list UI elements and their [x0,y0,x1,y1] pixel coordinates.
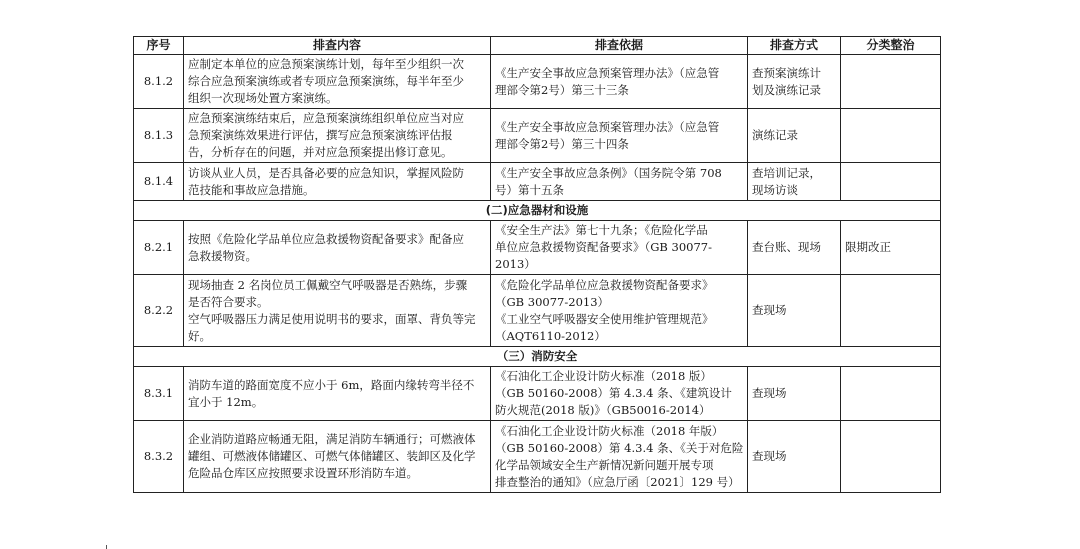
page-margin-mark [106,545,107,549]
row-basis: 《石油化工企业设计防火标准（2018 年版） （GB 50160-2008）第 4.3.4 条、《关于对危险 化学品领域安全生产新情况新问题开展专项 排查整治的通知》（应急厅函〔2021〕129 号） [491,421,748,493]
row-content: 现场抽查 2 名岗位员工佩戴空气呼吸器是否熟练，步骤 是否符合要求。 空气呼吸器压力满足使用说明书的要求，面罩、背负等完 好。 [184,275,491,347]
row-method: 查现场 [748,367,841,421]
row-seq: 8.1.4 [134,163,184,201]
table-row [134,367,941,421]
row-method: 查现场 [748,275,841,347]
row-content: 访谈从业人员，是否具备必要的应急知识，掌握风险防 范技能和事故应急措施。 [184,163,491,201]
row-basis: 《生产安全事故应急预案管理办法》（应急管 理部令第2号）第三十三条 [491,55,748,109]
row-seq: 8.1.3 [134,109,184,163]
header-content: 排查内容 [184,37,491,55]
row-content: 按照《危险化学品单位应急救援物资配备要求》配备应 急救援物资。 [184,221,491,275]
row-content: 企业消防道路应畅通无阻，满足消防车辆通行；可燃液体 罐组、可燃液体储罐区、可燃气体储罐区、装卸区及化学 危险品仓库区应按照要求设置环形消防车道。 [184,421,491,493]
row-seq: 8.2.1 [134,221,184,275]
header-seq: 序号 [134,37,184,55]
row-method: 演练记录 [748,109,841,163]
row-fix [841,163,941,201]
header-fix: 分类整治 [841,37,941,55]
row-fix: 限期改正 [841,221,941,275]
row-basis: 《安全生产法》第七十九条；《危险化学品 单位应急救援物资配备要求》（GB 30077- 2013） [491,221,748,275]
table-row [134,109,941,163]
row-basis: 《生产安全事故应急条例》（国务院令第 708 号）第十五条 [491,163,748,201]
row-fix [841,421,941,493]
row-method: 查预案演练计 划及演练记录 [748,55,841,109]
row-basis: 《石油化工企业设计防火标准（2018 版） （GB 50160-2008）第 4.3.4 条、《建筑设计 防火规范(2018 版)》（GB50016-2014） [491,367,748,421]
inspection-table [133,36,941,493]
row-seq: 8.2.2 [134,275,184,347]
row-seq: 8.1.2 [134,55,184,109]
header-row [134,37,941,55]
section-title: (二)应急器材和设施 [134,201,941,221]
table-row [134,421,941,493]
table-row [134,55,941,109]
table-row [134,221,941,275]
row-seq: 8.3.1 [134,367,184,421]
row-fix [841,109,941,163]
table-row [134,275,941,347]
table-row [134,163,941,201]
row-fix [841,55,941,109]
row-content: 应急预案演练结束后，应急预案演练组织单位应当对应 急预案演练效果进行评估，撰写应急预案演练评估报 告，分析存在的问题，并对应急预案提出修订意见。 [184,109,491,163]
header-method: 排查方式 [748,37,841,55]
row-basis: 《生产安全事故应急预案管理办法》（应急管 理部令第2号）第三十四条 [491,109,748,163]
section-row [134,201,941,221]
row-content: 消防车道的路面宽度不应小于 6m，路面内缘转弯半径不 宜小于 12m。 [184,367,491,421]
row-method: 查台账、现场 [748,221,841,275]
section-title: （三）消防安全 [134,347,941,367]
row-seq: 8.3.2 [134,421,184,493]
row-basis: 《危险化学品单位应急救援物资配备要求》 （GB 30077-2013） 《工业空气呼吸器安全使用维护管理规范》 （AQT6110-2012） [491,275,748,347]
row-fix [841,367,941,421]
row-fix [841,275,941,347]
section-row [134,347,941,367]
header-basis: 排查依据 [491,37,748,55]
row-method: 查现场 [748,421,841,493]
row-method: 查培训记录， 现场访谈 [748,163,841,201]
row-content: 应制定本单位的应急预案演练计划，每年至少组织一次 综合应急预案演练或者专项应急预案演练，每半年至少 组织一次现场处置方案演练。 [184,55,491,109]
